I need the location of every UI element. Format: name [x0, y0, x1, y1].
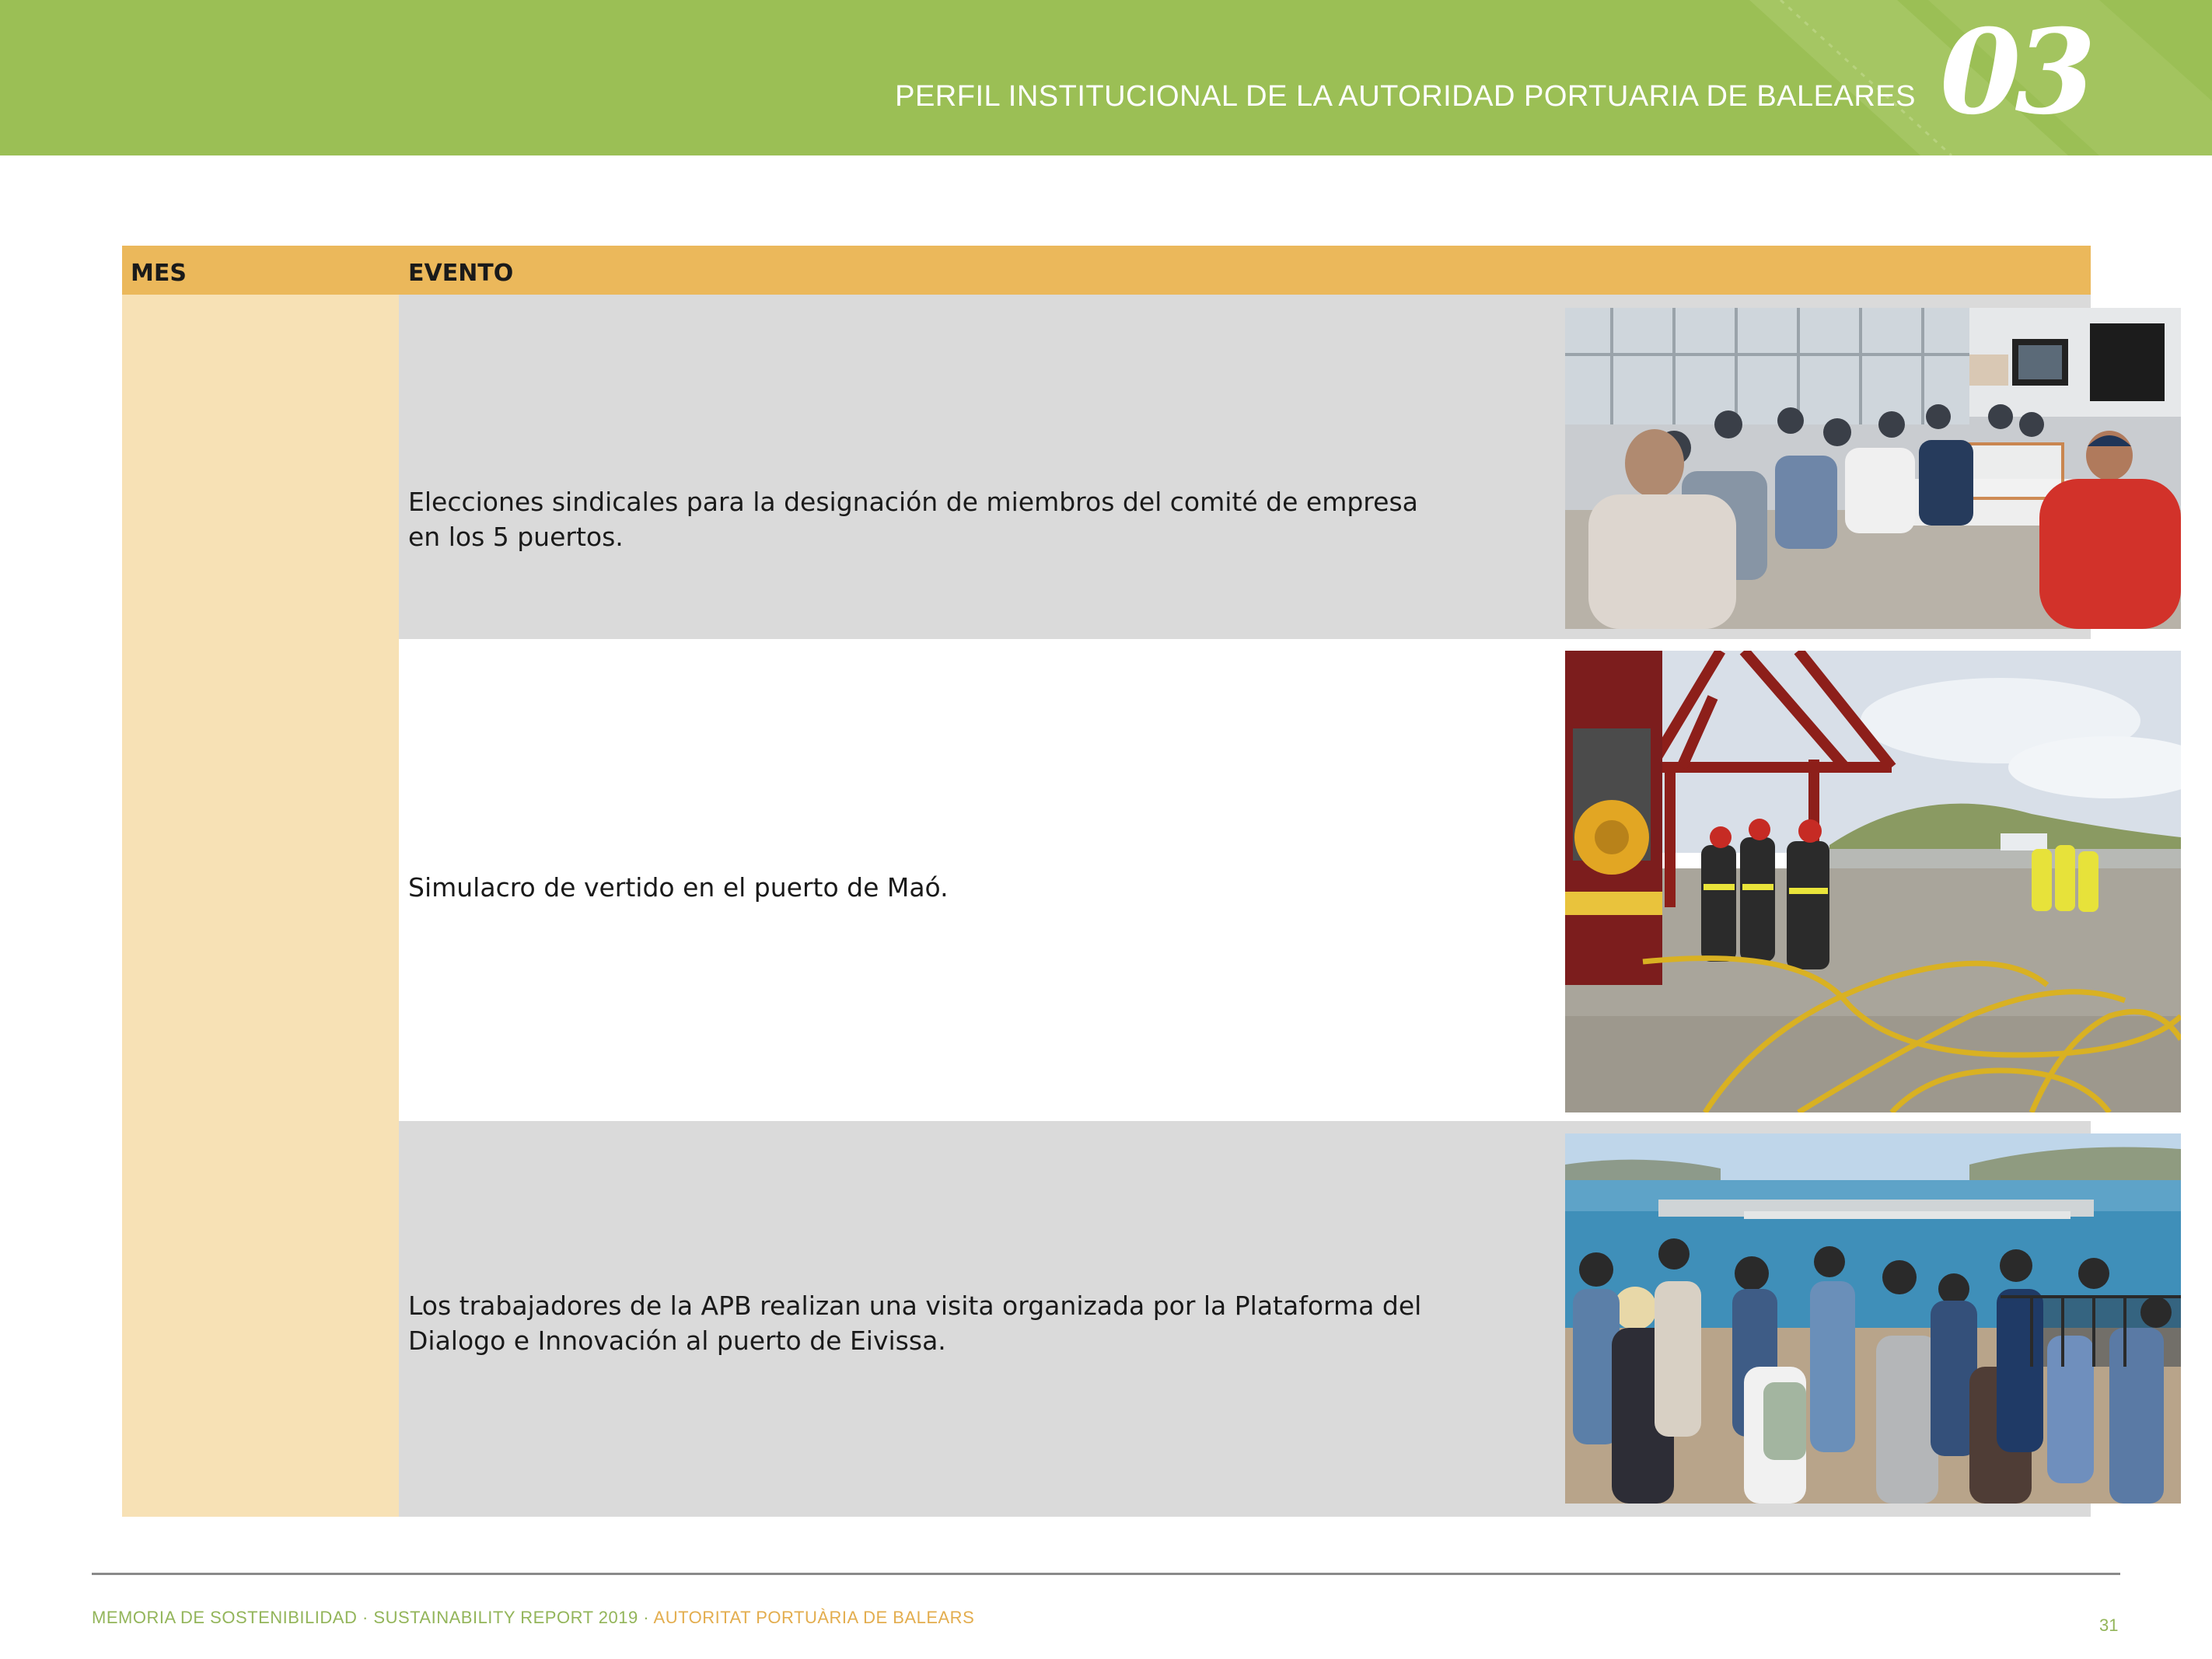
event-text: Los trabajadores de la APB realizan una visita organizada por la Plataforma del Dialogo e Innovación al puerto de Eivissa. — [408, 1291, 1422, 1356]
page-header — [0, 0, 2212, 155]
table-row — [399, 1121, 2091, 1517]
port-visit-group-photo — [1565, 1133, 2181, 1504]
meeting-room-voting-photo — [1565, 308, 2181, 629]
section-title: PERFIL INSTITUCIONAL DE LA AUTORIDAD PORTUARIA DE BALEARES — [895, 80, 1916, 113]
footer-caption — [92, 1608, 974, 1628]
table-header-row — [122, 246, 2091, 295]
firefighters-drill-photo — [1565, 651, 2181, 1112]
column-header-mes: MES — [131, 260, 187, 287]
event-text: Simulacro de vertido en el puerto de Maó. — [408, 872, 949, 903]
footer-divider — [92, 1573, 2120, 1575]
month-cell — [122, 295, 399, 1517]
events-table — [122, 246, 2091, 1517]
footer-report-name: MEMORIA DE SOSTENIBILIDAD · SUSTAINABILITY REPORT 2019 · — [92, 1608, 654, 1627]
table-row — [399, 639, 2091, 1121]
column-header-evento: EVENTO — [408, 260, 514, 287]
chapter-number: 03 — [1940, 4, 2090, 141]
page-number: 31 — [2099, 1615, 2119, 1635]
header-decoration — [0, 0, 2212, 155]
footer-organization: AUTORITAT PORTUÀRIA DE BALEARS — [653, 1608, 975, 1627]
event-text: Elecciones sindicales para la designación de miembros del comité de empresa en los 5 puertos. — [408, 487, 1418, 552]
table-row — [399, 295, 2091, 639]
